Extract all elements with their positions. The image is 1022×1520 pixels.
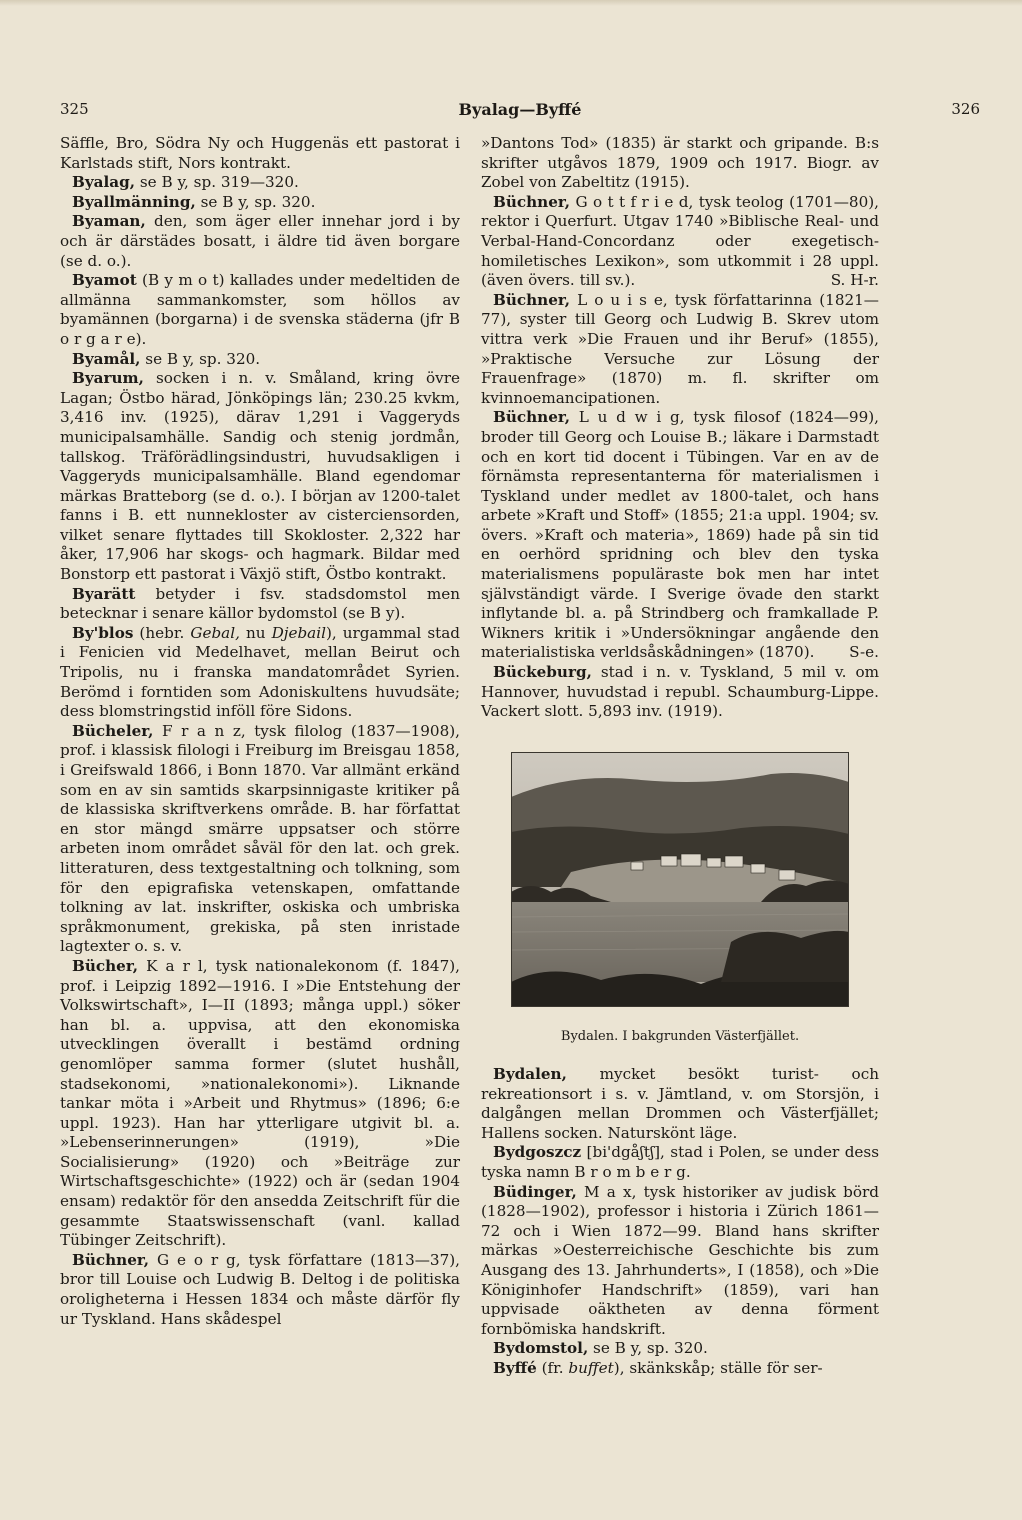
entry-buckeburg: Bückeburg, stad i n. v. Tyskland, 5 mil v. om Hannover, huvudstad i republ. Schaumburg-Lippe. Vackert slott. 5,893 inv. (1919).: [481, 663, 879, 721]
entry-saffle-continued: Säffle, Bro, Södra Ny och Huggenäs ett pastorat i Karlstads stift, Nors kontrakt.: [60, 134, 460, 172]
headword: Bücheler,: [72, 721, 154, 740]
headword: Byarätt: [72, 584, 136, 603]
headword: Byarum,: [72, 369, 144, 388]
headword: Büchner,: [493, 408, 571, 427]
entry-byffe: Byffé (fr. buffet), skänkskåp; ställe för ser-: [493, 1358, 823, 1377]
entry-byblos: By'blos (hebr. Gebal, nu Djebail), urgammal stad i Fenicien vid Medelhavet, mellan Beirut och Tripolis, nu i franska mandatområdet Syrien. Berömd i forntiden som Adoniskultens huvudsäte; dess blomstringstid inföll före Sidons.: [60, 623, 461, 721]
headword: Byallmänning,: [72, 192, 196, 211]
headword: Bydgoszcz: [493, 1143, 582, 1162]
entry-byaratt: Byarätt betyder i fsv. stadsdomstol men betecknar i senare källor bydomstol (se B y).: [60, 584, 460, 623]
left-column: [60, 134, 460, 1329]
headword: Büchner,: [493, 192, 571, 211]
entry-buchner-georg: Büchner, G e o r g, tysk författare (1813—37), bror till Louise och Ludwig B. Deltog i de politiska oroligheterna i Hessen 1834 och måste därför fly ur Tyskland. Hans skådespel: [60, 1250, 460, 1328]
entry-bydgoszcz: Bydgoszcz [bi'dgåʃtʃ], stad i Polen, se under dess tyska namn B r o m b e r g.: [481, 1143, 879, 1181]
headword: Bydomstol,: [493, 1339, 589, 1358]
running-title: Byalag—Byffé: [458, 100, 582, 119]
headword: Byamot: [72, 271, 137, 290]
headword: Byffé: [493, 1358, 537, 1377]
entry-buchner-ludwig: Büchner, L u d w i g, tysk filosof (1824—99), broder till Georg och Louise B.; läkare i Darmstadt och en kort tid docent i Tübingen. Var en av de förnämsta representanterna för materialismen i Tyskland under medlet av 1800-talet, och hans arbete »Kraft und Stoff» (1855; 21:a uppl. 1904; sv. övers. »Kraft och materia», 1869) hade på sin tid en oerhörd spridning och blev den tyska materialismens populäraste bok men har intet självständigt värde. I Sverige övade den starkt inflytande bl. a. på Strindberg och framkallade P. Wikners kritik i »Undersökningar angående den materialistiska verldsåskådningen» (1870). S-e.: [481, 408, 879, 662]
page-number-right: 326: [951, 100, 980, 118]
figure-caption: Bydalen. I bakgrunden Västerfjället.: [560, 1029, 800, 1044]
headword: Büchner,: [493, 290, 571, 309]
headword: Bücher,: [72, 956, 139, 975]
entry-byarum: Byarum, socken i n. v. Småland, kring övre Lagan; Östbo härad, Jönköpings län; 230.25 kvkm, 3,416 inv. (1925), därav 1,291 i Vaggeryds municipalsamhälle. Sandig och stenig jordmån, tallskog. Träförädlingsindustri, huvudsakligen i Vaggeryds municipalsamhälle. Bland egendomar märkas Bratteborg (se d. o.). I början av 1200-talet fanns i B. ett nunnekloster av cisterciensorden, vilket senare flyttades till Skokloster. 2,322 har åker, 17,906 har skogs- och hagmark. Bildar med Bonstorp ett pastorat i Växjö stift, Östbo kontrakt.: [60, 369, 460, 584]
entry-byamal: Byamål, se B y, sp. 320.: [72, 349, 261, 368]
headword: Büdinger,: [493, 1182, 577, 1201]
landscape-photo: [511, 752, 849, 1007]
entry-byamot: Byamot (B y m o t) kallades under medeltiden de allmänna sammankomster, som höllos av byamännen (borgarna) i de svenska städerna (jfr B o r g a r e).: [60, 271, 460, 348]
right-column-bottom: [481, 1065, 879, 1379]
entry-bydalen: Bydalen, mycket besökt turist- och rekreationsort i s. v. Jämtland, v. om Storsjön, i dalgången mellan Drommen och Västerfjället; Hallens socken. Naturskönt läge.: [481, 1065, 879, 1142]
entry-bucher: Bücher, K a r l, tysk nationalekonom (f. 1847), prof. i Leipzig 1892—1916. I »Die Entstehung der Volkswirtschaft», I—II (1893; många uppl.) söker han bl. a. uppvisa, att den ekonomiska utvecklingen överallt i bestämd ordning genomlöper samma former (slutet hushåll, stadsekonomi, »nationalekonomi»). Liknande tankar möta i »Arbeit und Rhytmus» (1896; 6:e uppl. 1923). Han har ytterligare utgivit bl. a. »Lebenserinnerungen» (1919), »Die Socialisierung» (1920) och »Beiträge zur Wirtschaftsgeschichte» (1922) och är (sedan 1904 ensam) redaktör för den ansedda Zeitschrift für die gesammte Staatswissenschaft (vanl. kallad Tübinger Zeitschrift).: [60, 956, 460, 1250]
entry-buchner-louise: Büchner, L o u i s e, tysk författarinna (1821—77), syster till Georg och Ludwig B. Skrev utom vittra verk »Die Frauen und ihr Beruf» (1855), »Praktische Versuche zur Lösung der Frauenfrage» (1870) m. fl. skrifter om kvinnoemancipationen.: [481, 290, 879, 407]
headword: Byamål,: [72, 349, 141, 368]
entry-bydomstol: Bydomstol, se B y, sp. 320.: [493, 1339, 708, 1358]
headword: Bückeburg,: [493, 663, 592, 682]
headword: Byaman,: [72, 212, 146, 231]
entry-byaman: Byaman, den, som äger eller innehar jord i by och är därstädes bosatt, i äldre tid även borgare (se d. o.).: [60, 212, 460, 270]
headword: Byalag,: [72, 173, 136, 192]
page-number-left: 325: [60, 100, 89, 118]
entry-buchner-georg-continued: »Dantons Tod» (1835) är starkt och gripande. B:s skrifter utgåvos 1879, 1909 och 1917. Biogr. av Zobel von Zabeltitz (1915).: [481, 134, 879, 192]
page-top-edge: [0, 0, 1022, 6]
author-signature: S. H-r.: [830, 271, 879, 290]
figure-bydalen: [481, 752, 879, 1044]
entry-byallmanning: Byallmänning, se B y, sp. 320.: [72, 192, 316, 211]
entry-budinger: Büdinger, M a x, tysk historiker av judisk börd (1828—1902), professor i historia i Zürich 1861—72 och i Wien 1872—99. Bland hans skrifter märkas »Oesterreichische Geschichte bis zum Ausgang des 13. Jahrhunderts», I (1858), och »Die Königinhofer Handschrift» (1859), vari han uppvisade oäktheten av denna förment fornbömiska handskrift.: [481, 1182, 879, 1338]
entry-byalag: Byalag, se B y, sp. 319—320.: [72, 173, 299, 192]
running-header: [60, 100, 980, 130]
headword: Bydalen,: [493, 1065, 567, 1083]
right-column-top: [481, 134, 879, 722]
headword: By'blos: [72, 623, 134, 642]
headword: Büchner,: [72, 1250, 150, 1269]
entry-bucheler: Bücheler, F r a n z, tysk filolog (1837—1908), prof. i klassisk filologi i Freiburg im Breisgau 1858, i Greifswald 1866, i Bonn 1870. Var allmänt erkänd som en av sin samtids skarpsinnigaste kritiker på de klassiska skriftverkens område. B. har författat en stor mängd smärre uppsatser och större arbeten inom området såväl för den lat. och grek. litteraturen, dess textgestaltning och tolkning, som för den epigrafiska vetenskapen, omfattande tolkning av lat. inskrifter, oskiska och umbriska språkmonument, grekiska, på sten inristade lagtexter o. s. v.: [60, 721, 460, 956]
entry-buchner-gottfried: Büchner, G o t t f r i e d, tysk teolog (1701—80), rektor i Querfurt. Utgav 1740 »Biblische Real- und Verbal-Hand-Concordanz oder exegetisch-homiletisches Lexikon», som utkommit i 28 uppl. (även övers. till sv.). S. H-r.: [481, 192, 879, 290]
author-signature: S-e.: [849, 643, 879, 662]
